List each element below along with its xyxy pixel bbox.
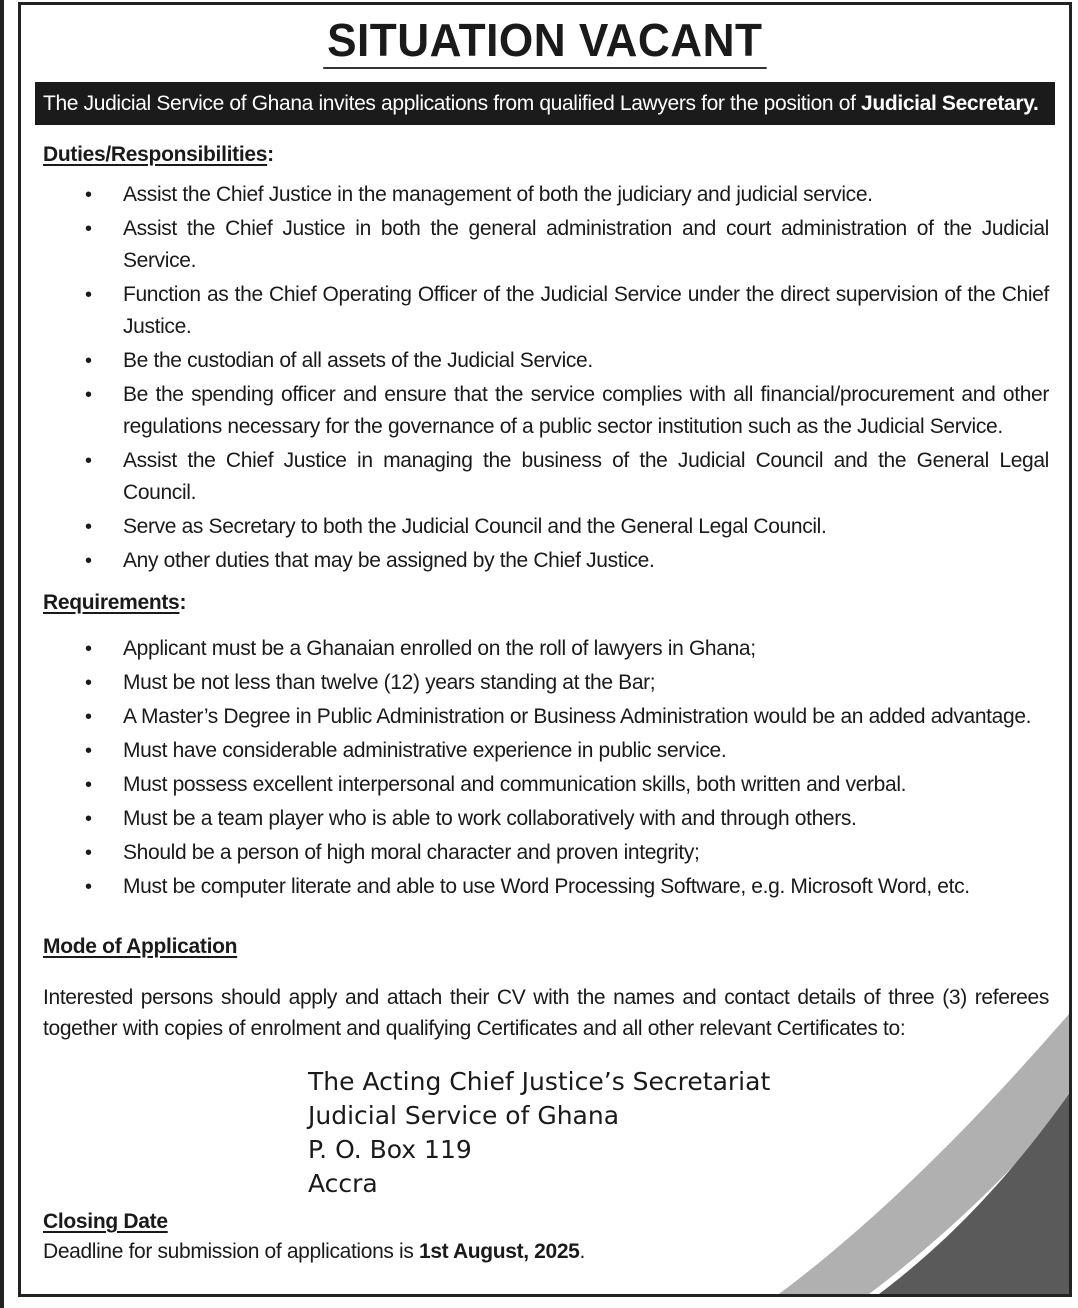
list-item [21, 701, 1069, 733]
duties-heading [43, 143, 274, 167]
closing-heading [43, 1210, 168, 1234]
list-item [21, 871, 1069, 903]
application-heading [43, 935, 237, 959]
list-item-text: Applicant must be a Ghanaian enrolled on the roll of lawyers in Ghana; [123, 637, 756, 660]
closing-period: . [579, 1240, 585, 1263]
postal-address [308, 1065, 770, 1201]
bullet-icon: • [85, 450, 92, 472]
list-item [21, 633, 1069, 665]
list-item-text: Must possess excellent interpersonal and communication skills, both written and verbal. [123, 773, 907, 796]
bullet-icon: • [85, 284, 92, 306]
closing-text [43, 1240, 585, 1264]
page-title-container [21, 13, 1069, 69]
list-item [21, 179, 1069, 211]
bullet-icon: • [85, 184, 92, 206]
list-item [21, 511, 1069, 543]
bullet-icon: • [85, 740, 92, 762]
list-item [21, 445, 1069, 509]
list-item-text: Should be a person of high moral character and proven integrity; [123, 841, 700, 864]
bullet-icon: • [85, 638, 92, 660]
closing-date: 1st August, 2025 [418, 1240, 580, 1263]
list-item-text: Must have considerable administrative experience in public service. [123, 739, 727, 762]
requirements-heading-label: Requirements [43, 591, 180, 614]
bullet-icon: • [85, 672, 92, 694]
bullet-icon: • [85, 774, 92, 796]
bullet-icon: • [85, 350, 92, 372]
advertisement-frame [18, 2, 1072, 1297]
list-item-text: Must be a team player who is able to work collaboratively with and through others. [123, 807, 857, 830]
list-item [21, 279, 1069, 343]
list-item-text: Be the spending officer and ensure that the service complies with all financial/procurement and other regulations necessary for the governance of a public sector institution such as the Judicial Service. [123, 383, 1049, 438]
bullet-icon: • [85, 384, 92, 406]
list-item [21, 667, 1069, 699]
list-item-text: Assist the Chief Justice in both the general administration and court administration of the Judicial Service. [123, 217, 1049, 272]
list-item [21, 735, 1069, 767]
duties-heading-colon: : [267, 143, 274, 166]
bullet-icon: • [85, 876, 92, 898]
page-edge-rule [0, 0, 4, 1308]
address-line: Accra [308, 1169, 378, 1198]
duties-heading-label: Duties/Responsibilities [43, 143, 268, 166]
banner-position: Judicial Secretary. [861, 92, 1039, 115]
list-item-text: Assist the Chief Justice in the management of both the judiciary and judicial service. [123, 183, 873, 206]
list-item-text: Assist the Chief Justice in managing the business of the Judicial Council and the General Legal Council. [123, 449, 1049, 504]
application-heading-label: Mode of Application [43, 935, 238, 958]
list-item [21, 545, 1069, 577]
list-item [21, 803, 1069, 835]
list-item [21, 379, 1069, 443]
list-item-text: Serve as Secretary to both the Judicial Council and the General Legal Council. [123, 515, 827, 538]
list-item-text: Must be not less than twelve (12) years standing at the Bar; [123, 671, 656, 694]
bullet-icon: • [85, 550, 92, 572]
list-item [21, 837, 1069, 869]
intro-banner [35, 82, 1055, 125]
list-item [21, 769, 1069, 801]
requirements-list [21, 633, 1069, 905]
requirements-heading-colon: : [179, 591, 187, 614]
bullet-icon: • [85, 706, 92, 728]
list-item-text: Be the custodian of all assets of the Judicial Service. [123, 349, 593, 372]
application-text: Interested persons should apply and attach their CV with the names and contact details of three (3) referees together with copies of enrolment and qualifying Certificates and all other relevant Certificates to: [43, 986, 1049, 1040]
bullet-icon: • [85, 808, 92, 830]
list-item [21, 213, 1069, 277]
duties-list [21, 179, 1069, 579]
address-line: P. O. Box 119 [308, 1135, 472, 1164]
list-item-text: A Master’s Degree in Public Administration or Business Administration would be an added advantage. [123, 705, 1032, 728]
list-item-text: Must be computer literate and able to use Word Processing Software, e.g. Microsoft Word, etc. [123, 875, 970, 898]
closing-sentence: Deadline for submission of applications is [43, 1240, 419, 1263]
list-item-text: Any other duties that may be assigned by the Chief Justice. [123, 549, 655, 572]
address-line: Judicial Service of Ghana [308, 1101, 620, 1130]
list-item [21, 345, 1069, 377]
banner-text: The Judicial Service of Ghana invites applications from qualified Lawyers for the position of [43, 92, 862, 115]
address-line: The Acting Chief Justice’s Secretariat [308, 1067, 771, 1096]
list-item-text: Function as the Chief Operating Officer of the Judicial Service under the direct supervision of the Chief Justice. [123, 283, 1049, 338]
bullet-icon: • [85, 218, 92, 240]
bullet-icon: • [85, 516, 92, 538]
closing-heading-label: Closing Date [43, 1210, 168, 1233]
requirements-heading [43, 591, 186, 615]
page-title: SITUATION VACANT [323, 13, 766, 69]
bullet-icon: • [85, 842, 92, 864]
